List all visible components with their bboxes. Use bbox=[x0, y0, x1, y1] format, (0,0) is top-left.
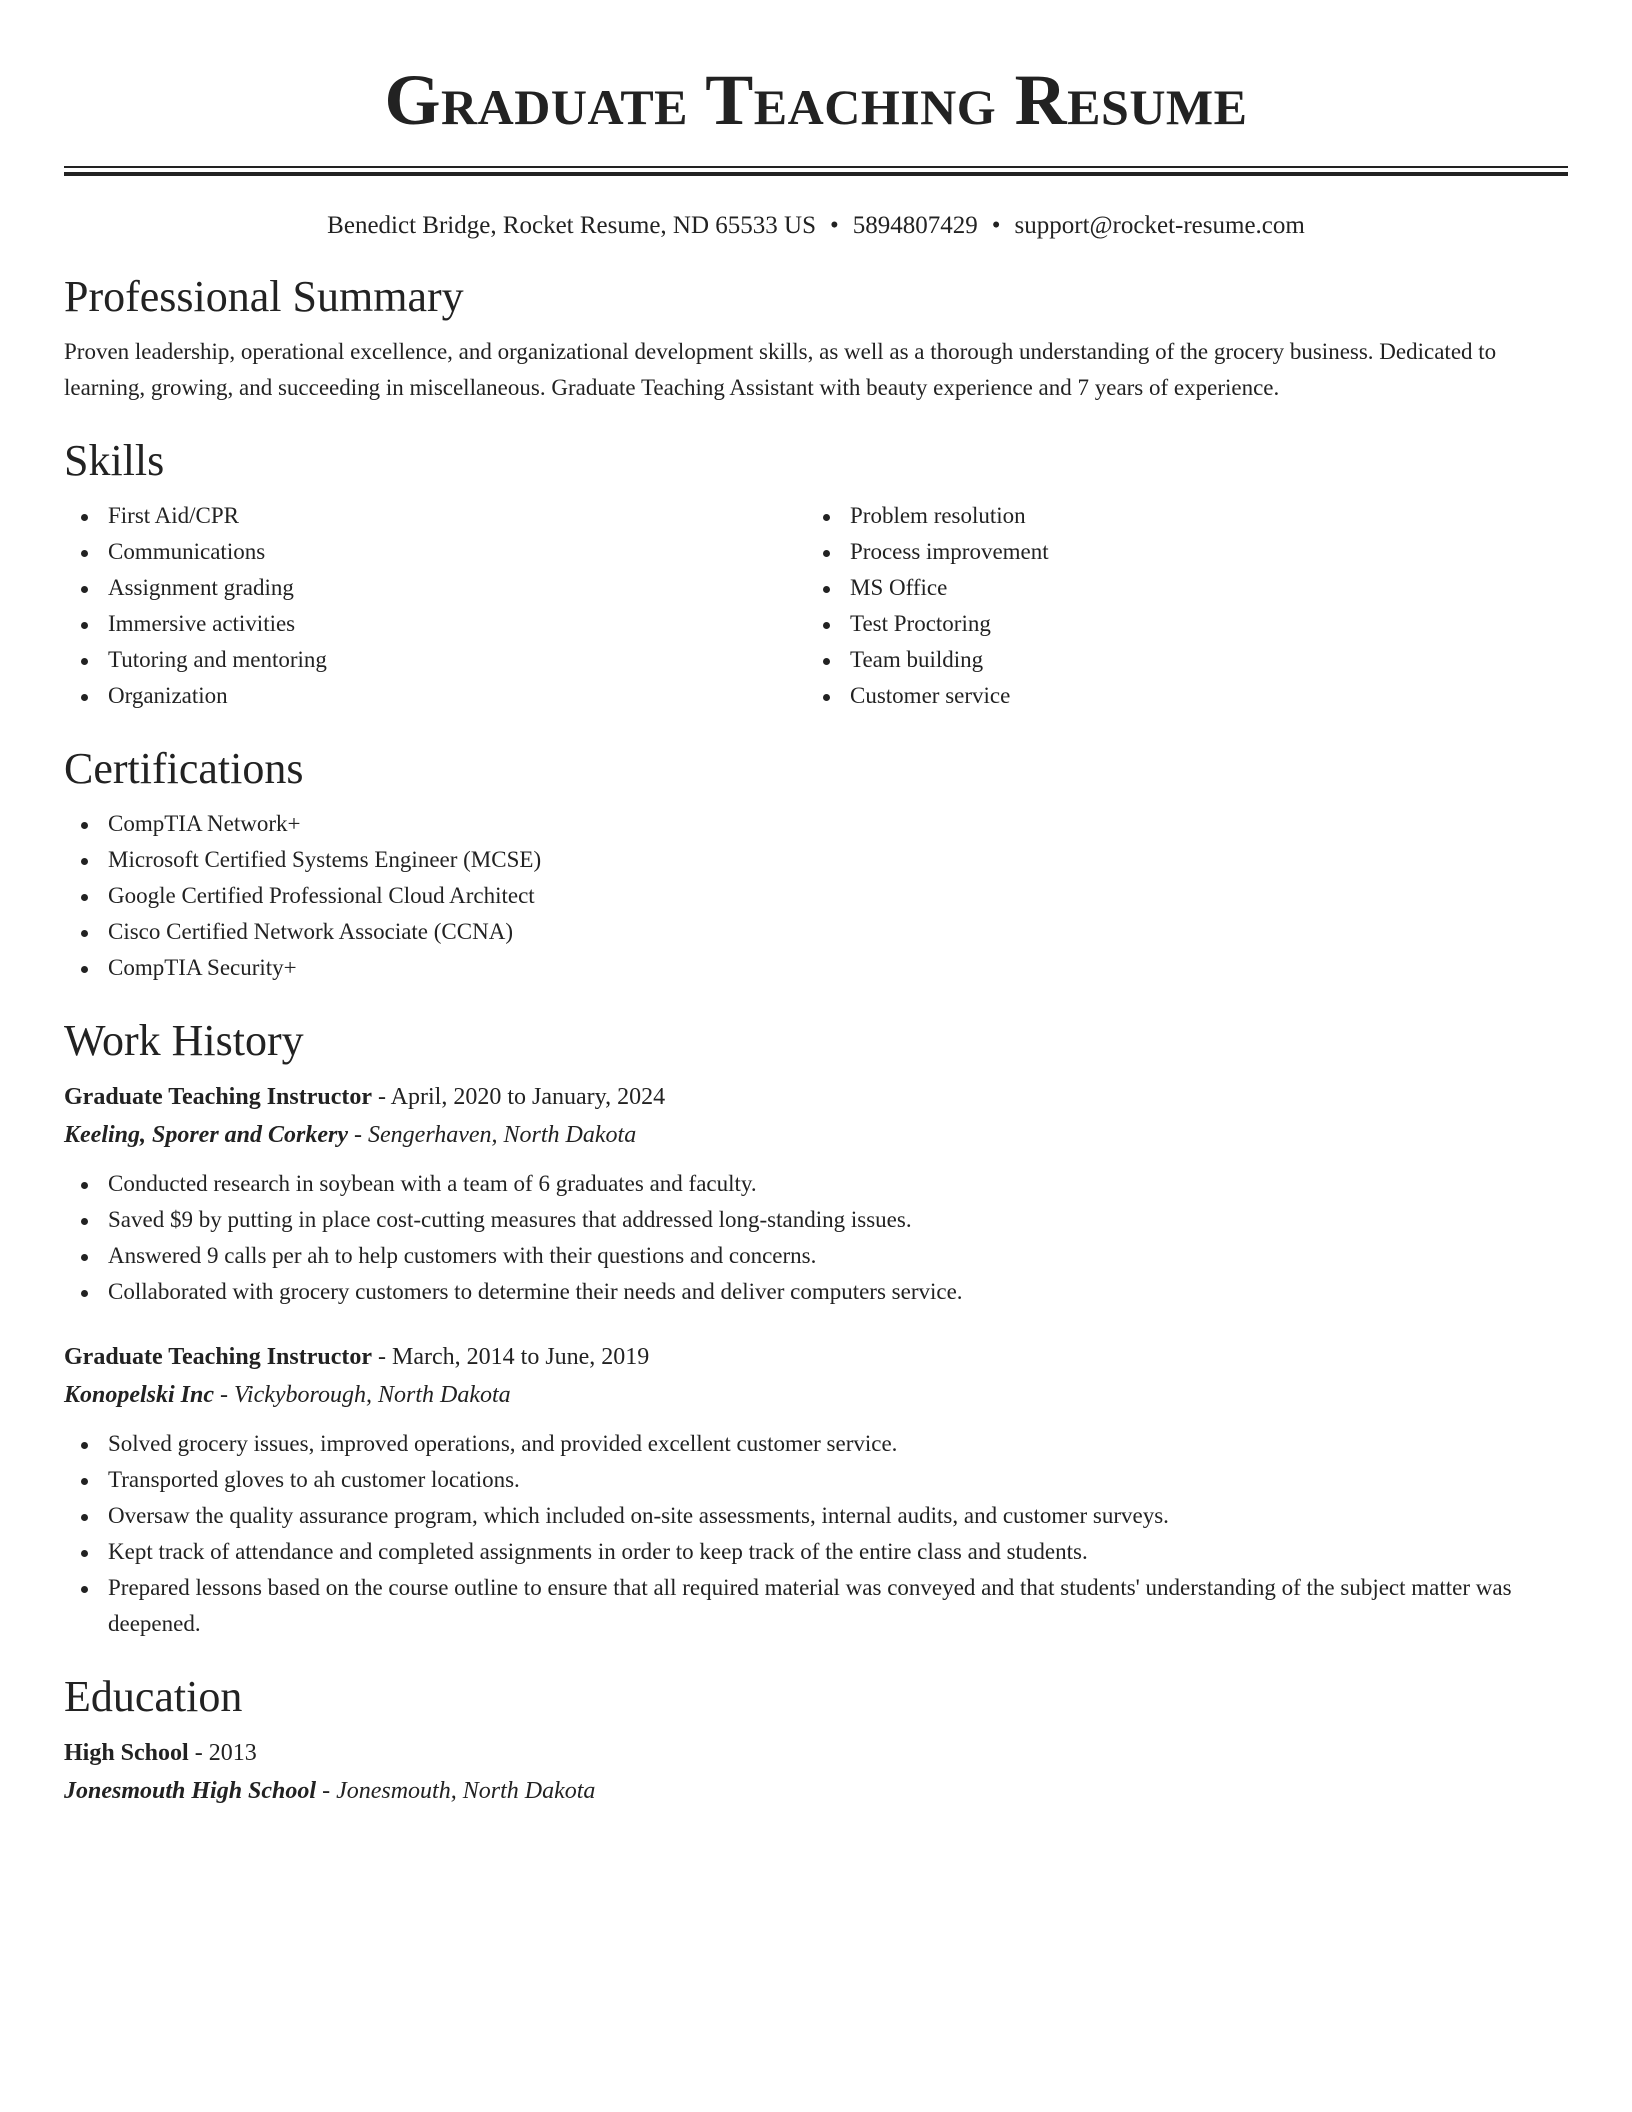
skill-item: Test Proctoring bbox=[806, 606, 1548, 642]
certifications-list bbox=[64, 806, 1568, 986]
company-location: - Sengerhaven, North Dakota bbox=[348, 1122, 637, 1148]
skill-item: Process improvement bbox=[806, 534, 1548, 570]
school-line bbox=[64, 1772, 1568, 1810]
certification-item: Microsoft Certified Systems Engineer (MCSE) bbox=[64, 842, 1568, 878]
job-bullet: Collaborated with grocery customers to determine their needs and deliver computers service. bbox=[64, 1274, 1568, 1310]
skills-section bbox=[64, 434, 1568, 714]
skills-list-right bbox=[806, 498, 1548, 714]
skill-item: Problem resolution bbox=[806, 498, 1548, 534]
job-dates: - April, 2020 to January, 2024 bbox=[372, 1084, 666, 1110]
skill-item: Immersive activities bbox=[64, 606, 806, 642]
resume-title: Graduate Teaching Resume bbox=[384, 60, 1248, 140]
skill-item: Assignment grading bbox=[64, 570, 806, 606]
contact-separator: • bbox=[991, 212, 1001, 239]
education-heading: Education bbox=[64, 1672, 243, 1721]
work-history-heading: Work History bbox=[64, 1016, 304, 1065]
job-title-line bbox=[64, 1078, 1568, 1116]
job-title: Graduate Teaching Instructor bbox=[64, 1344, 373, 1370]
job-dates: - March, 2014 to June, 2019 bbox=[372, 1344, 650, 1370]
job-entry bbox=[64, 1338, 1568, 1642]
company-line bbox=[64, 1116, 1568, 1154]
company-name: Konopelski Inc bbox=[64, 1382, 215, 1408]
company-name: Keeling, Sporer and Corkery bbox=[64, 1122, 349, 1148]
summary-text: Proven leadership, operational excellence, and organizational development skills, as well as a thorough understanding of the grocery business. Dedicated to learning, growing, and succeeding in miscellaneous. Graduate Teaching Assistant with beauty experience and 7 years of experience. bbox=[64, 339, 1497, 400]
skill-item: Organization bbox=[64, 678, 806, 714]
education-entry bbox=[64, 1734, 1568, 1810]
job-bullets bbox=[64, 1426, 1568, 1642]
skill-item: Customer service bbox=[806, 678, 1548, 714]
company-line bbox=[64, 1376, 1568, 1414]
job-bullet: Answered 9 calls per ah to help customers with their questions and concerns. bbox=[64, 1238, 1568, 1274]
job-bullet: Solved grocery issues, improved operations, and provided excellent customer service. bbox=[64, 1426, 1568, 1462]
job-bullet: Prepared lessons based on the course outline to ensure that all required material was conveyed and that students' understanding of the subject matter was deepened. bbox=[64, 1570, 1568, 1642]
degree: High School bbox=[64, 1740, 189, 1766]
job-title: Graduate Teaching Instructor bbox=[64, 1084, 373, 1110]
skills-columns bbox=[64, 498, 1568, 714]
title-divider bbox=[64, 166, 1568, 176]
skill-item: Communications bbox=[64, 534, 806, 570]
education-section bbox=[64, 1670, 1568, 1810]
company-location: - Vickyborough, North Dakota bbox=[214, 1382, 511, 1408]
school-location: - Jonesmouth, North Dakota bbox=[316, 1778, 596, 1804]
skill-item: Tutoring and mentoring bbox=[64, 642, 806, 678]
job-title-line bbox=[64, 1338, 1568, 1376]
summary-heading: Professional Summary bbox=[64, 272, 464, 321]
skill-item: First Aid/CPR bbox=[64, 498, 806, 534]
skills-list-left bbox=[64, 498, 806, 714]
skill-item: Team building bbox=[806, 642, 1548, 678]
job-bullet: Saved $9 by putting in place cost-cutting measures that addressed long-standing issues. bbox=[64, 1202, 1568, 1238]
job-bullet: Conducted research in soybean with a team of 6 graduates and faculty. bbox=[64, 1166, 1568, 1202]
summary-section bbox=[64, 270, 1568, 406]
job-entry bbox=[64, 1078, 1568, 1310]
skill-item: MS Office bbox=[806, 570, 1548, 606]
certification-item: Cisco Certified Network Associate (CCNA) bbox=[64, 914, 1568, 950]
certifications-heading: Certifications bbox=[64, 744, 304, 793]
graduation-year: - 2013 bbox=[188, 1740, 257, 1766]
job-bullet: Kept track of attendance and completed assignments in order to keep track of the entire class and students. bbox=[64, 1534, 1568, 1570]
contact-line bbox=[64, 210, 1568, 242]
school-name: Jonesmouth High School bbox=[64, 1778, 317, 1804]
job-bullet: Transported gloves to ah customer locations. bbox=[64, 1462, 1568, 1498]
job-bullet: Oversaw the quality assurance program, which included on-site assessments, internal audits, and customer surveys. bbox=[64, 1498, 1568, 1534]
contact-phone: 5894807429 bbox=[852, 212, 978, 239]
certification-item: CompTIA Network+ bbox=[64, 806, 1568, 842]
degree-line bbox=[64, 1734, 1568, 1772]
contact-address: Benedict Bridge, Rocket Resume, ND 65533 US bbox=[327, 212, 816, 239]
job-bullets bbox=[64, 1166, 1568, 1310]
contact-separator: • bbox=[830, 212, 839, 239]
skills-heading: Skills bbox=[64, 436, 165, 485]
certifications-section bbox=[64, 742, 1568, 986]
work-history-section bbox=[64, 1014, 1568, 1642]
certification-item: Google Certified Professional Cloud Architect bbox=[64, 878, 1568, 914]
contact-email: support@rocket-resume.com bbox=[1014, 212, 1305, 239]
certification-item: CompTIA Security+ bbox=[64, 950, 1568, 986]
